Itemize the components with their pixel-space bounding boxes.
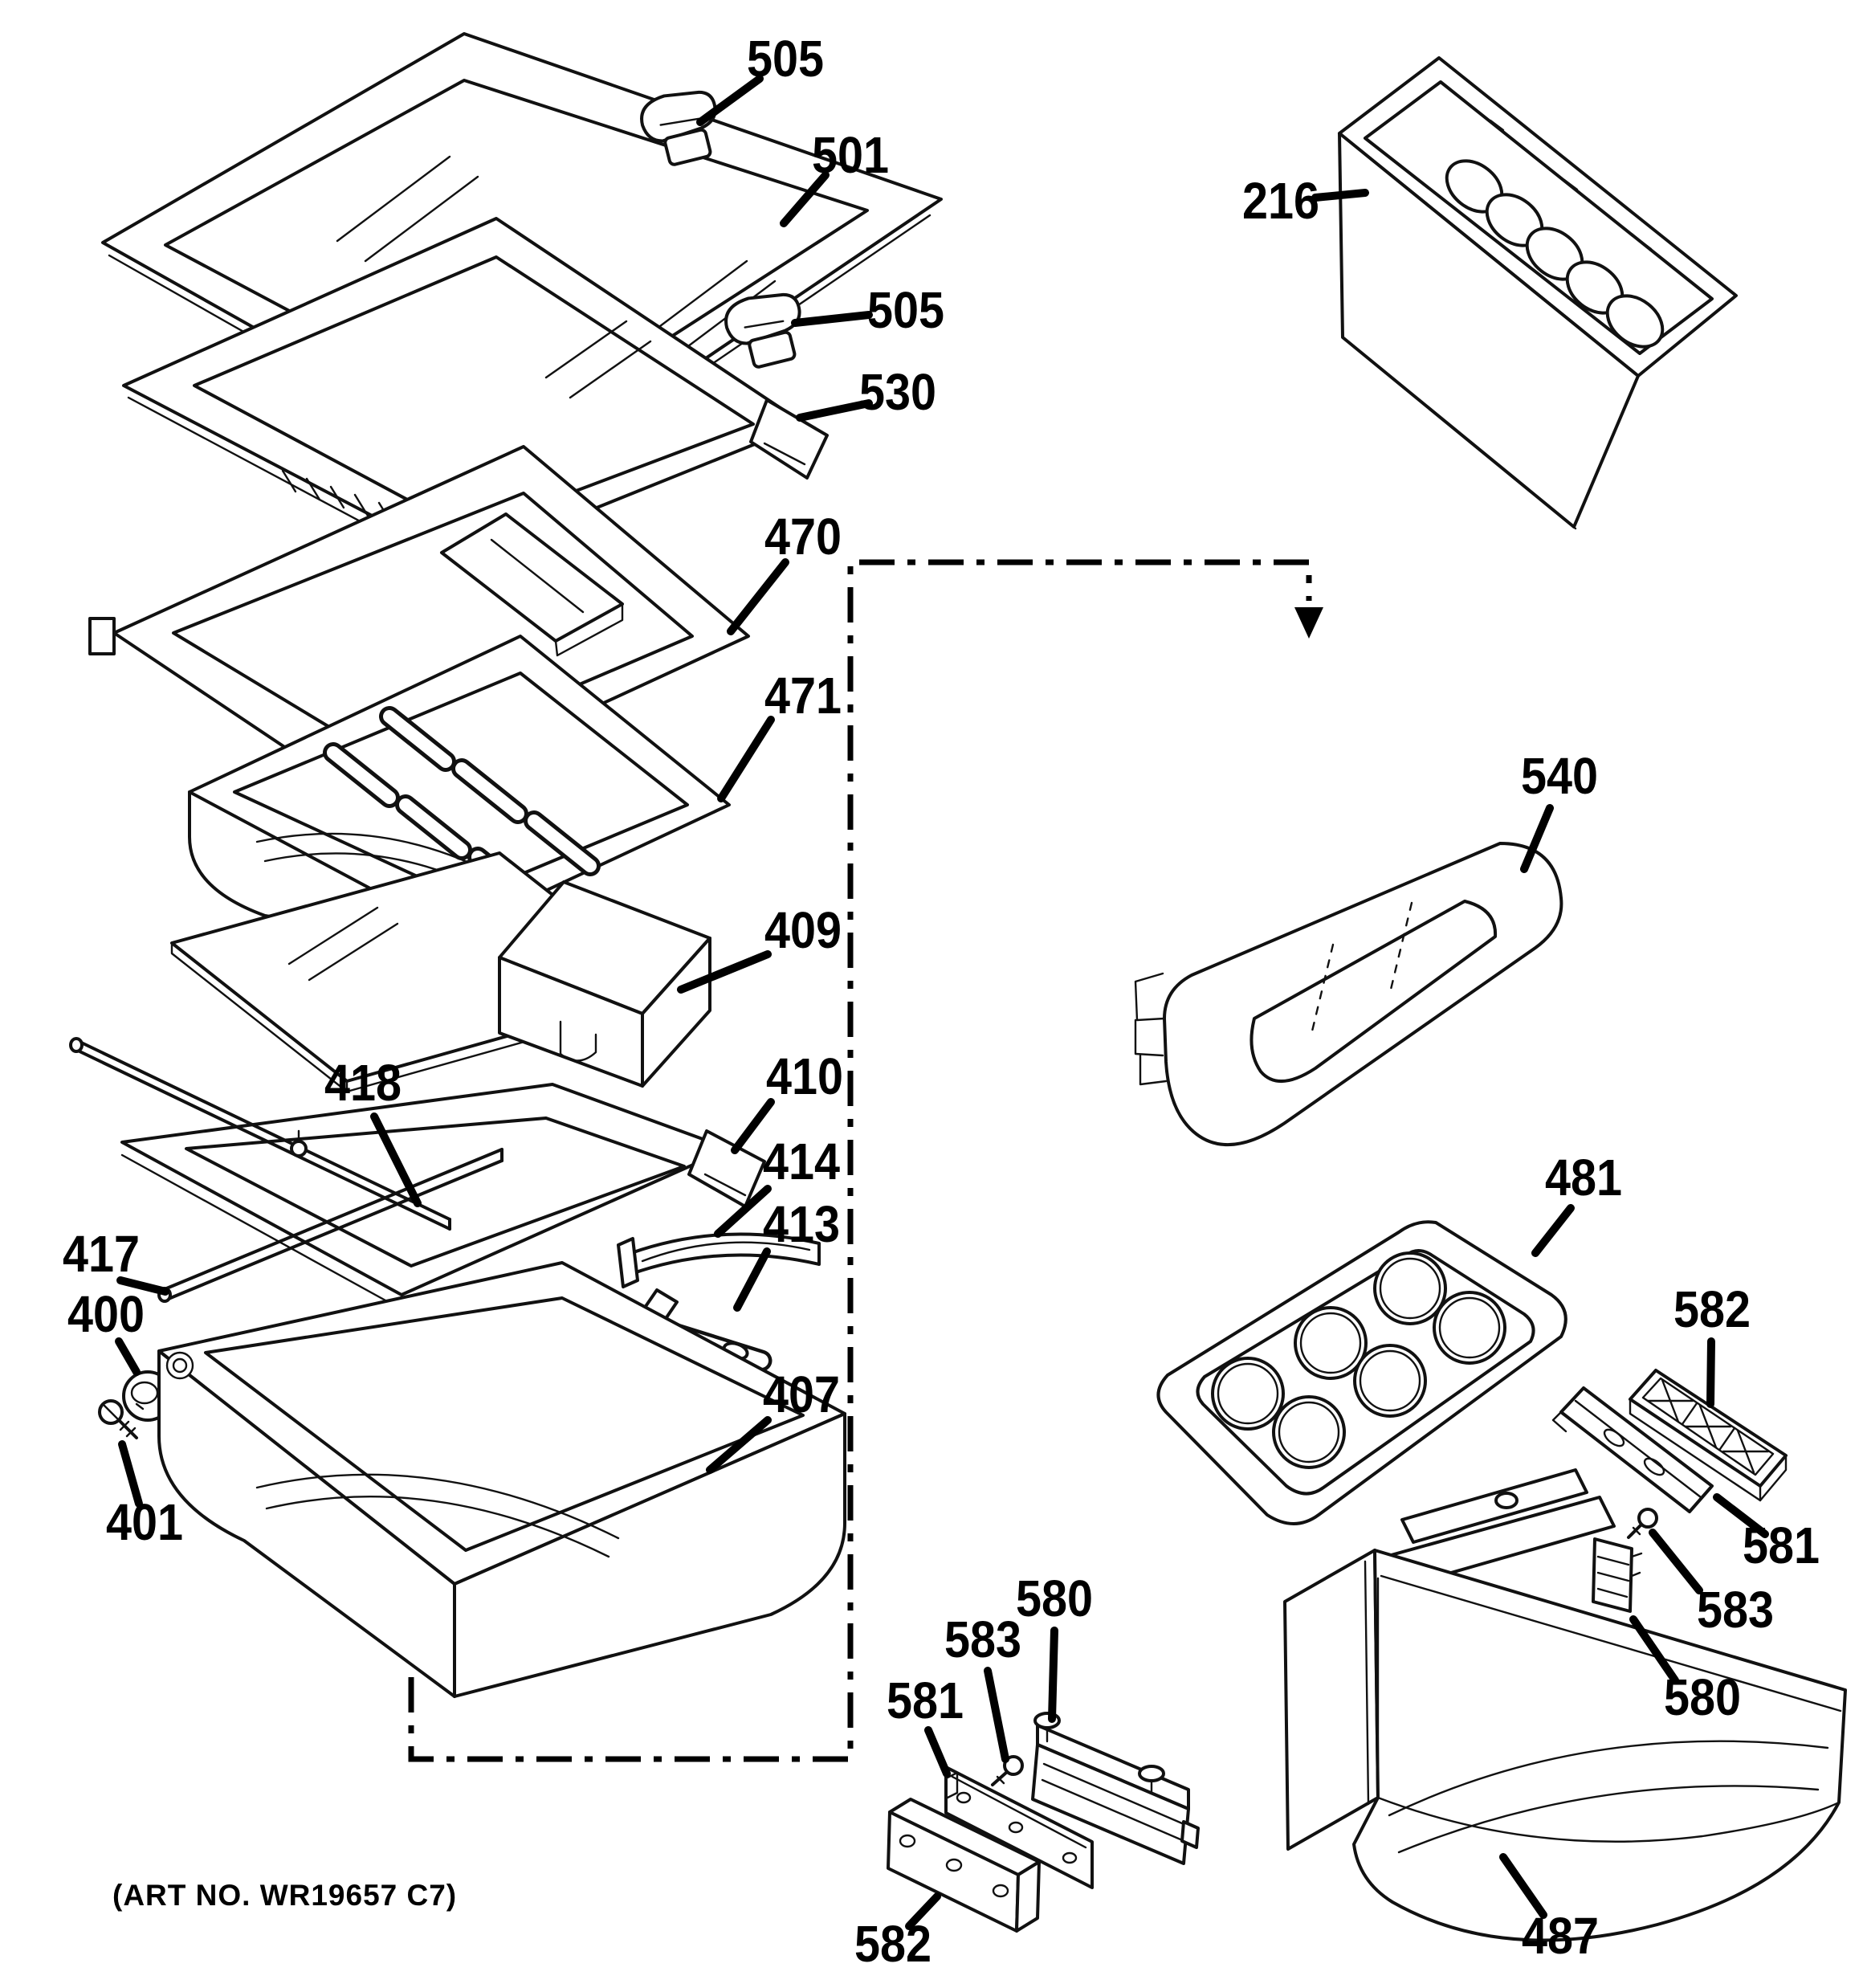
leader-471 (721, 720, 771, 798)
egg-tray-481 (1158, 1222, 1565, 1524)
callout-583-left: 583 (944, 1610, 1021, 1668)
callout-581-left: 581 (887, 1672, 964, 1729)
callout-580-left: 580 (1016, 1570, 1093, 1627)
callout-417: 417 (63, 1225, 140, 1283)
fresh-food-pan-407 (159, 1263, 845, 1696)
leader-470 (731, 562, 785, 631)
callout-583-right: 583 (1697, 1581, 1774, 1639)
callout-505-top: 505 (747, 30, 824, 88)
callout-582-left: 582 (854, 1915, 932, 1973)
leader-505-mid (795, 315, 869, 323)
callout-410: 410 (766, 1047, 843, 1105)
leader-582-right (1710, 1341, 1711, 1404)
callout-582-right: 582 (1673, 1280, 1751, 1338)
leader-413 (737, 1251, 767, 1308)
callout-505-mid: 505 (867, 281, 944, 339)
callout-470: 470 (764, 508, 842, 565)
callout-581-right: 581 (1743, 1517, 1820, 1574)
callout-487: 487 (1522, 1907, 1599, 1965)
callout-216: 216 (1242, 172, 1319, 230)
callout-414: 414 (763, 1133, 841, 1190)
leader-481 (1535, 1208, 1571, 1253)
leader-583-right (1653, 1533, 1699, 1590)
callout-409: 409 (764, 901, 842, 959)
callout-471: 471 (764, 667, 842, 725)
leader-581-left (928, 1730, 947, 1774)
callout-540: 540 (1521, 747, 1598, 805)
leader-583-left (988, 1671, 1005, 1759)
callout-413: 413 (763, 1195, 840, 1253)
callout-530: 530 (859, 363, 936, 421)
callout-481: 481 (1545, 1149, 1622, 1206)
cover-540 (1135, 843, 1561, 1145)
leader-216 (1315, 193, 1365, 198)
art-number: (ART NO. WR19657 C7) (112, 1879, 458, 1912)
leader-400 (119, 1341, 137, 1372)
slide-bracket-580-right (1593, 1539, 1641, 1611)
flow-arrow-icon (1294, 607, 1323, 639)
callout-407: 407 (763, 1365, 840, 1423)
callout-400: 400 (67, 1285, 145, 1343)
callout-580-right: 580 (1664, 1668, 1741, 1726)
callout-401: 401 (106, 1493, 183, 1551)
callout-418: 418 (324, 1054, 402, 1112)
callout-501: 501 (812, 126, 889, 184)
bottle-rack-216 (1339, 58, 1736, 529)
leader-580-left (1052, 1631, 1054, 1719)
